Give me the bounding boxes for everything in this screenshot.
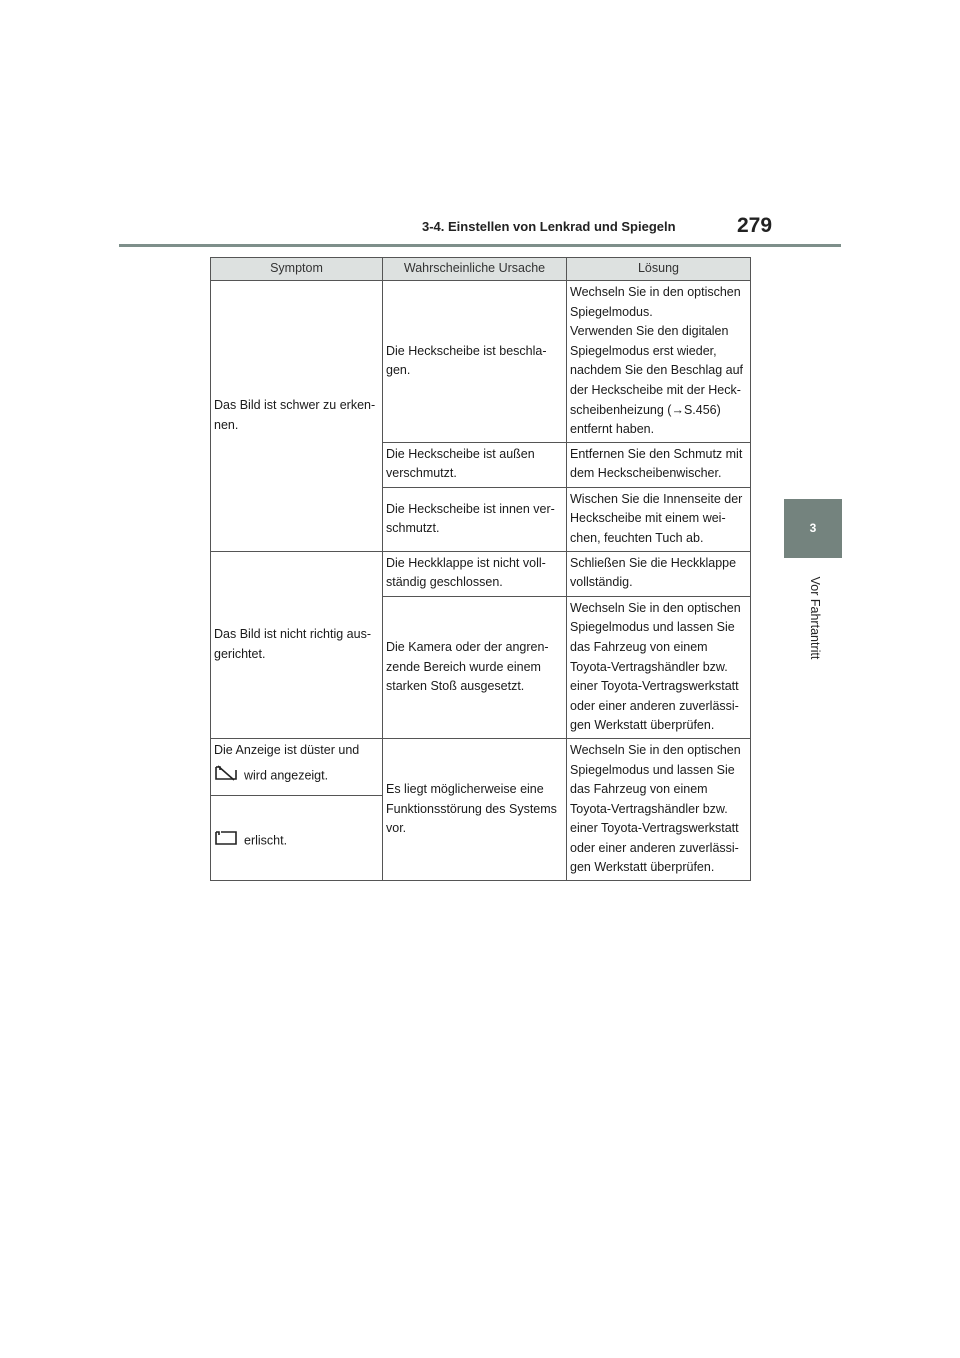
chapter-label: Vor Fahrtantritt [808, 576, 822, 660]
cause-cell: Die Heckklappe ist nicht voll-ständig geschlossen. [383, 551, 567, 596]
solution-cell: Wechseln Sie in den optischen Spiegelmodus und lassen Sie das Fahrzeug von einem Toyota-Vertragshändler bzw. einer Toyota-Vertragswerkstatt oder einer anderen zuverlässi-gen Werkstatt überprüfen. [567, 738, 751, 880]
symptom-cell: Das Bild ist schwer zu erken-nen. [211, 281, 383, 552]
symptom-text: wird angezeigt. [244, 768, 329, 783]
solution-cell: Wechseln Sie in den optischen Spiegelmodus und lassen Sie das Fahrzeug von einem Toyota-Vertragshändler bzw. einer Toyota-Vertragswerkstatt oder einer anderen zuverlässi-gen Werkstatt überprüfen. [567, 596, 751, 738]
mirror-slash-icon [214, 765, 238, 788]
solution-cell: Wischen Sie die Innenseite der Heckscheibe mit einem wei-chen, feuchten Tuch ab. [567, 487, 751, 551]
solution-cell: Schließen Sie die Heckklappe vollständig. [567, 551, 751, 596]
table-header-row [211, 258, 751, 281]
symptom-cell [211, 738, 383, 795]
chapter-label-container [805, 566, 825, 676]
cause-cell: Die Heckscheibe ist innen ver-schmutzt. [383, 487, 567, 551]
symptom-text: erlischt. [244, 833, 288, 848]
chapter-number: 3 [809, 521, 817, 535]
troubleshooting-table [210, 257, 751, 881]
table-row [211, 551, 751, 596]
mirror-icon [214, 830, 238, 853]
solution-cell: Entfernen Sie den Schmutz mit dem Heckscheibenwischer. [567, 442, 751, 487]
table-row [211, 281, 751, 443]
header-divider [119, 244, 841, 247]
header-solution: Lösung [567, 258, 751, 281]
chapter-tab [784, 499, 842, 558]
table-row [211, 738, 751, 795]
cause-cell: Die Heckscheibe ist außen verschmutzt. [383, 442, 567, 487]
section-title: 3-4. Einstellen von Lenkrad und Spiegeln [422, 219, 676, 234]
cause-cell: Die Heckscheibe ist beschla-gen. [383, 281, 567, 443]
symptom-cell [211, 795, 383, 880]
page-number: 279 [737, 214, 773, 237]
solution-cell: Wechseln Sie in den optischen Spiegelmodus. Verwenden Sie den digitalen Spiegelmodus erst wieder, nachdem Sie den Beschlag auf der Heckscheibe mit der Heck-scheibenheizung (→S.456) entfernt haben. [567, 281, 751, 443]
symptom-cell: Das Bild ist nicht richtig aus-gerichtet. [211, 551, 383, 738]
header-cause: Wahrscheinliche Ursache [383, 258, 567, 281]
header-symptom: Symptom [211, 258, 383, 281]
symptom-line: Die Anzeige ist düster und [214, 742, 360, 757]
cause-cell: Die Kamera oder der angren-zende Bereich wurde einem starken Stoß ausgesetzt. [383, 596, 567, 738]
cause-cell: Es liegt möglicherweise eine Funktionsstörung des Systems vor. [383, 738, 567, 880]
